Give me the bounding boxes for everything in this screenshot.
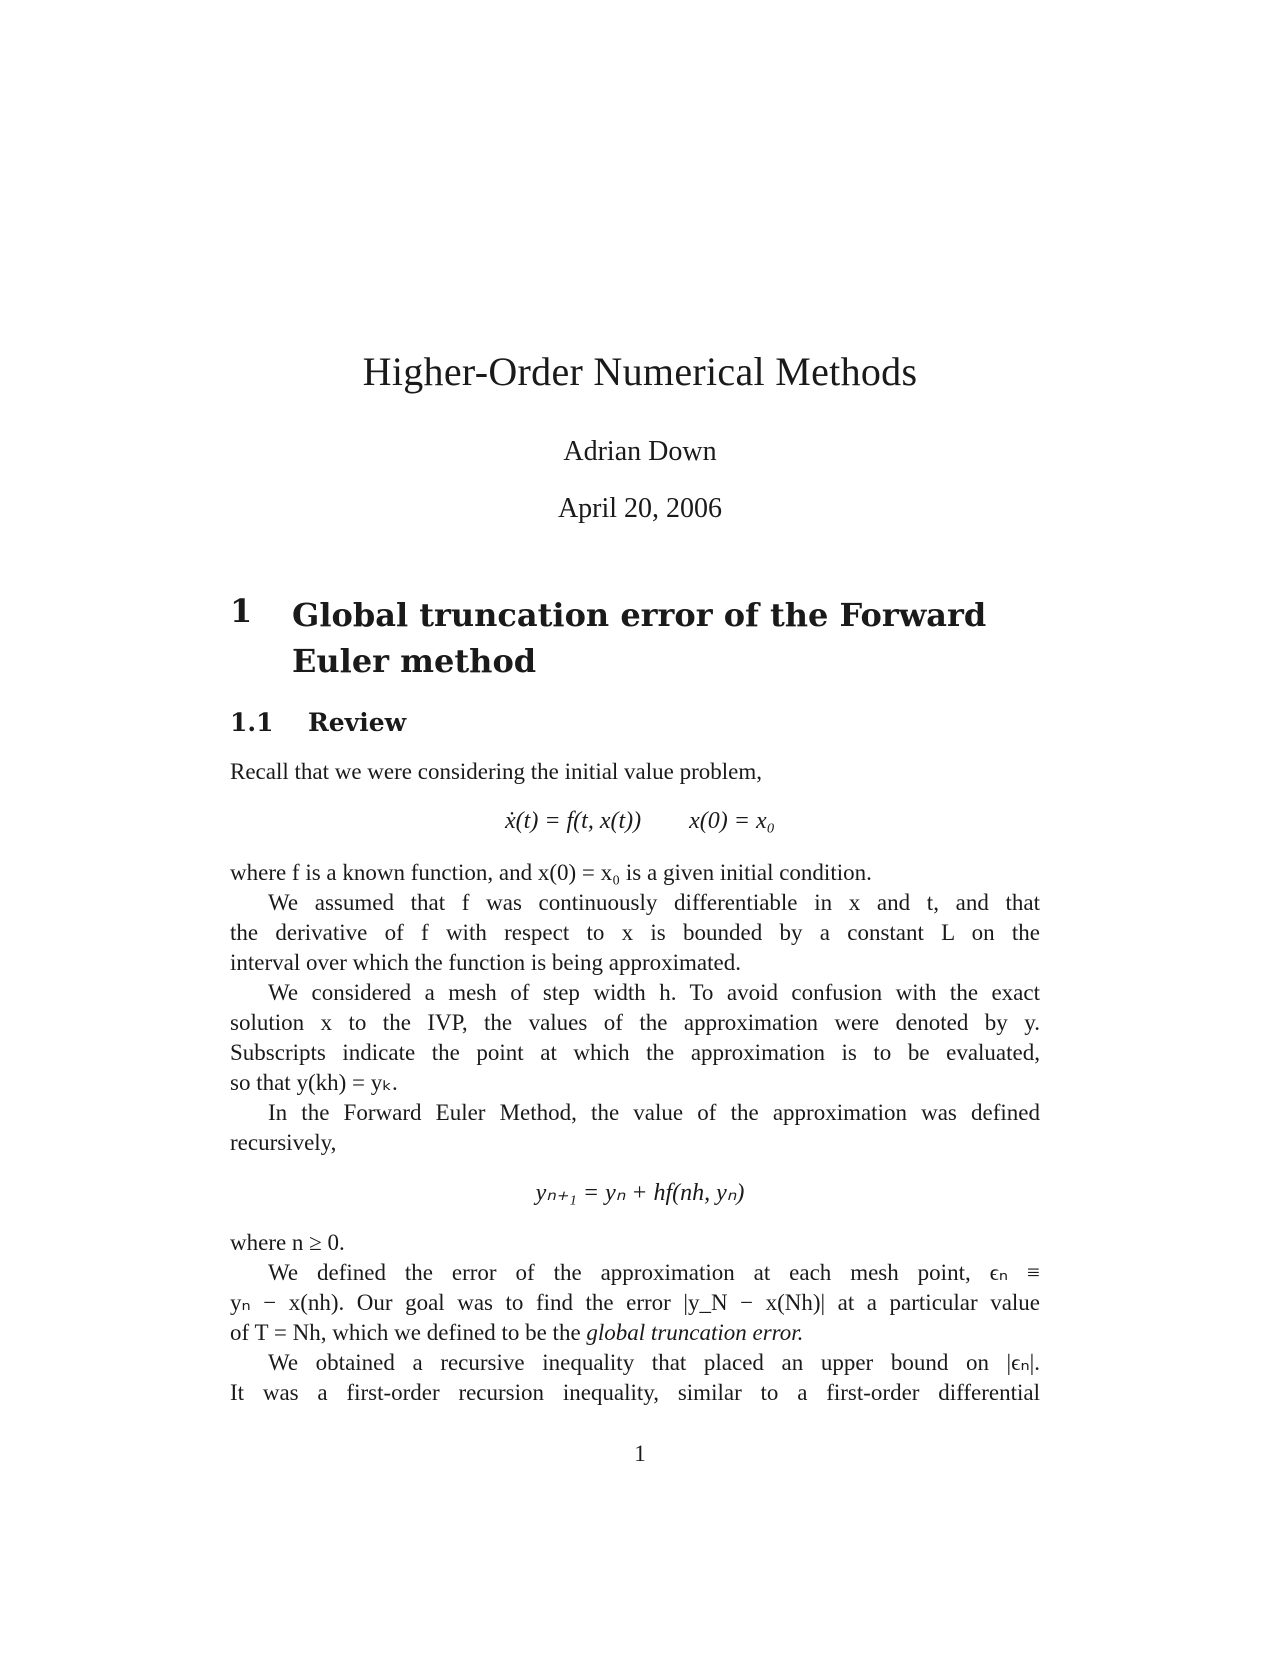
body-line: so that y(kh) = yₖ. xyxy=(230,1070,398,1095)
body-line: Recall that we were considering the initial value problem, xyxy=(230,759,763,784)
section-title: Global truncation error of the Forward Euler method xyxy=(292,596,987,680)
body-line: We considered a mesh of step width h. To avoid confusion with the exact xyxy=(268,980,1040,1005)
body-line: solution x to the IVP, the values of the approximation were denoted by y. xyxy=(230,1010,1040,1035)
body-line: It was a first-order recursion inequality, similar to a first-order differential xyxy=(230,1380,1040,1405)
emphasis-term: global truncation error. xyxy=(586,1320,804,1345)
body-line: We defined the error of the approximation at each mesh point, ϵₙ ≡ xyxy=(268,1260,1040,1285)
equation-euler: yₙ₊₁ = yₙ + hf(nh, yₙ) xyxy=(535,1180,745,1206)
body-line: In the Forward Euler Method, the value of the approximation was defined xyxy=(268,1100,1040,1125)
body-text: of T = Nh, which we defined to be the xyxy=(230,1320,587,1345)
body-line xyxy=(230,1318,1040,1348)
paper-author: Adrian Down xyxy=(563,436,717,467)
body-line: yₙ − x(nh). Our goal was to find the error |y_N − x(Nh)| at a particular value xyxy=(230,1290,1040,1315)
body-line: where n ≥ 0. xyxy=(230,1230,345,1255)
page-number: 1 xyxy=(634,1441,646,1466)
body-line: We assumed that f was continuously differentiable in x and t, and that xyxy=(268,890,1040,915)
body-line: the derivative of f with respect to x is bounded by a constant L on the xyxy=(230,920,1040,945)
section-number: 1 xyxy=(230,592,253,630)
subsection-number: 1.1 xyxy=(230,708,274,737)
body-line: We obtained a recursive inequality that placed an upper bound on |ϵₙ|. xyxy=(268,1350,1040,1375)
subsection-title: Review xyxy=(308,708,407,737)
body-line: recursively, xyxy=(230,1130,337,1155)
equation-ivp: ẋ(t) = f(t, x(t)) x(0) = x₀ xyxy=(505,808,775,834)
paper-date: April 20, 2006 xyxy=(557,493,723,524)
body-line: interval over which the function is being approximated. xyxy=(230,950,741,975)
body-line: Subscripts indicate the point at which the approximation is to be evaluated, xyxy=(230,1040,1040,1065)
paper-title: Higher-Order Numerical Methods xyxy=(362,349,918,394)
body-line: where f is a known function, and x(0) = x₀ is a given initial condition. xyxy=(230,860,872,885)
